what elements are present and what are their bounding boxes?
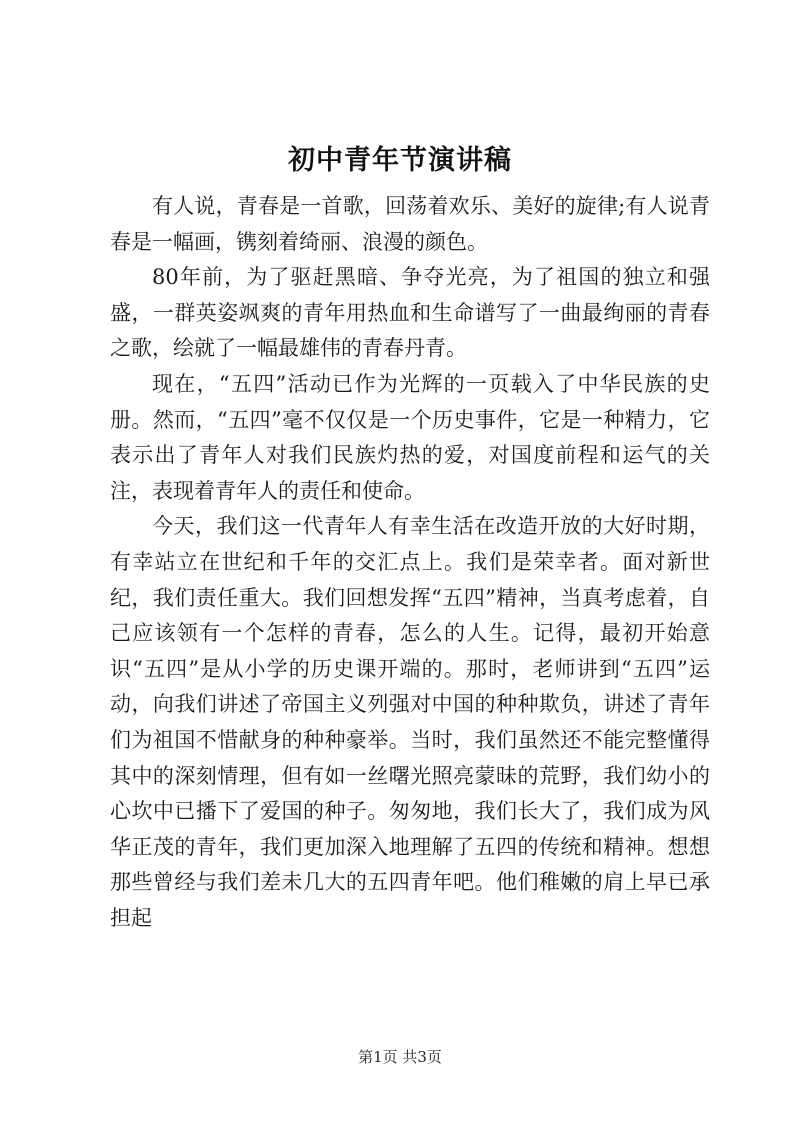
document-body <box>110 189 710 936</box>
page-number-footer: 第1页 共3页 <box>358 1048 442 1066</box>
paragraph-4: 今天，我们这一代青年人有幸生活在改造开放的大好时期，有幸站立在世纪和千年的交汇点上。我们是荣幸者。面对新世纪，我们责任重大。我们回想发挥“五四”精神，当真考虑着，自己应该领有一个怎样的青春，怎么的人生。记得，最初开始意识“五四”是从小学的历史课开端的。那时，老师讲到“五四”运动，向我们讲述了帝国主义列强对中国的种种欺负，讲述了青年们为祖国不惜献身的种种豪举。当时，我们虽然还不能完整懂得其中的深刻情理，但有如一丝曙光照亮蒙昧的荒野，我们幼小的心坎中已播下了爱国的种子。匆匆地，我们长大了，我们成为风华正茂的青年，我们更加深入地理解了五四的传统和精神。想想那些曾经与我们差未几大的五四青年吧。他们稚嫩的肩上早已承担起 <box>110 514 710 930</box>
paragraph-3: 现在，“五四”活动已作为光辉的一页载入了中华民族的史册。然而，“五四”毫不仅仅是一个历史事件，它是一种精力，它表示出了青年人对我们民族灼热的爱，对国度前程和运气的关注，表现着青年人的责任和使命。 <box>110 371 710 503</box>
paragraph-2: 80年前，为了驱赶黑暗、争夺光亮，为了祖国的独立和强盛，一群英姿飒爽的青年用热血和生命谱写了一曲最绚丽的青春之歌，绘就了一幅最雄伟的青春丹青。 <box>110 265 710 361</box>
paragraph-1: 有人说，青春是一首歌，回荡着欢乐、美好的旋律;有人说青春是一幅画，镌刻着绮丽、浪漫的颜色。 <box>110 194 710 254</box>
document-title: 初中青年节演讲稿 <box>288 145 512 176</box>
